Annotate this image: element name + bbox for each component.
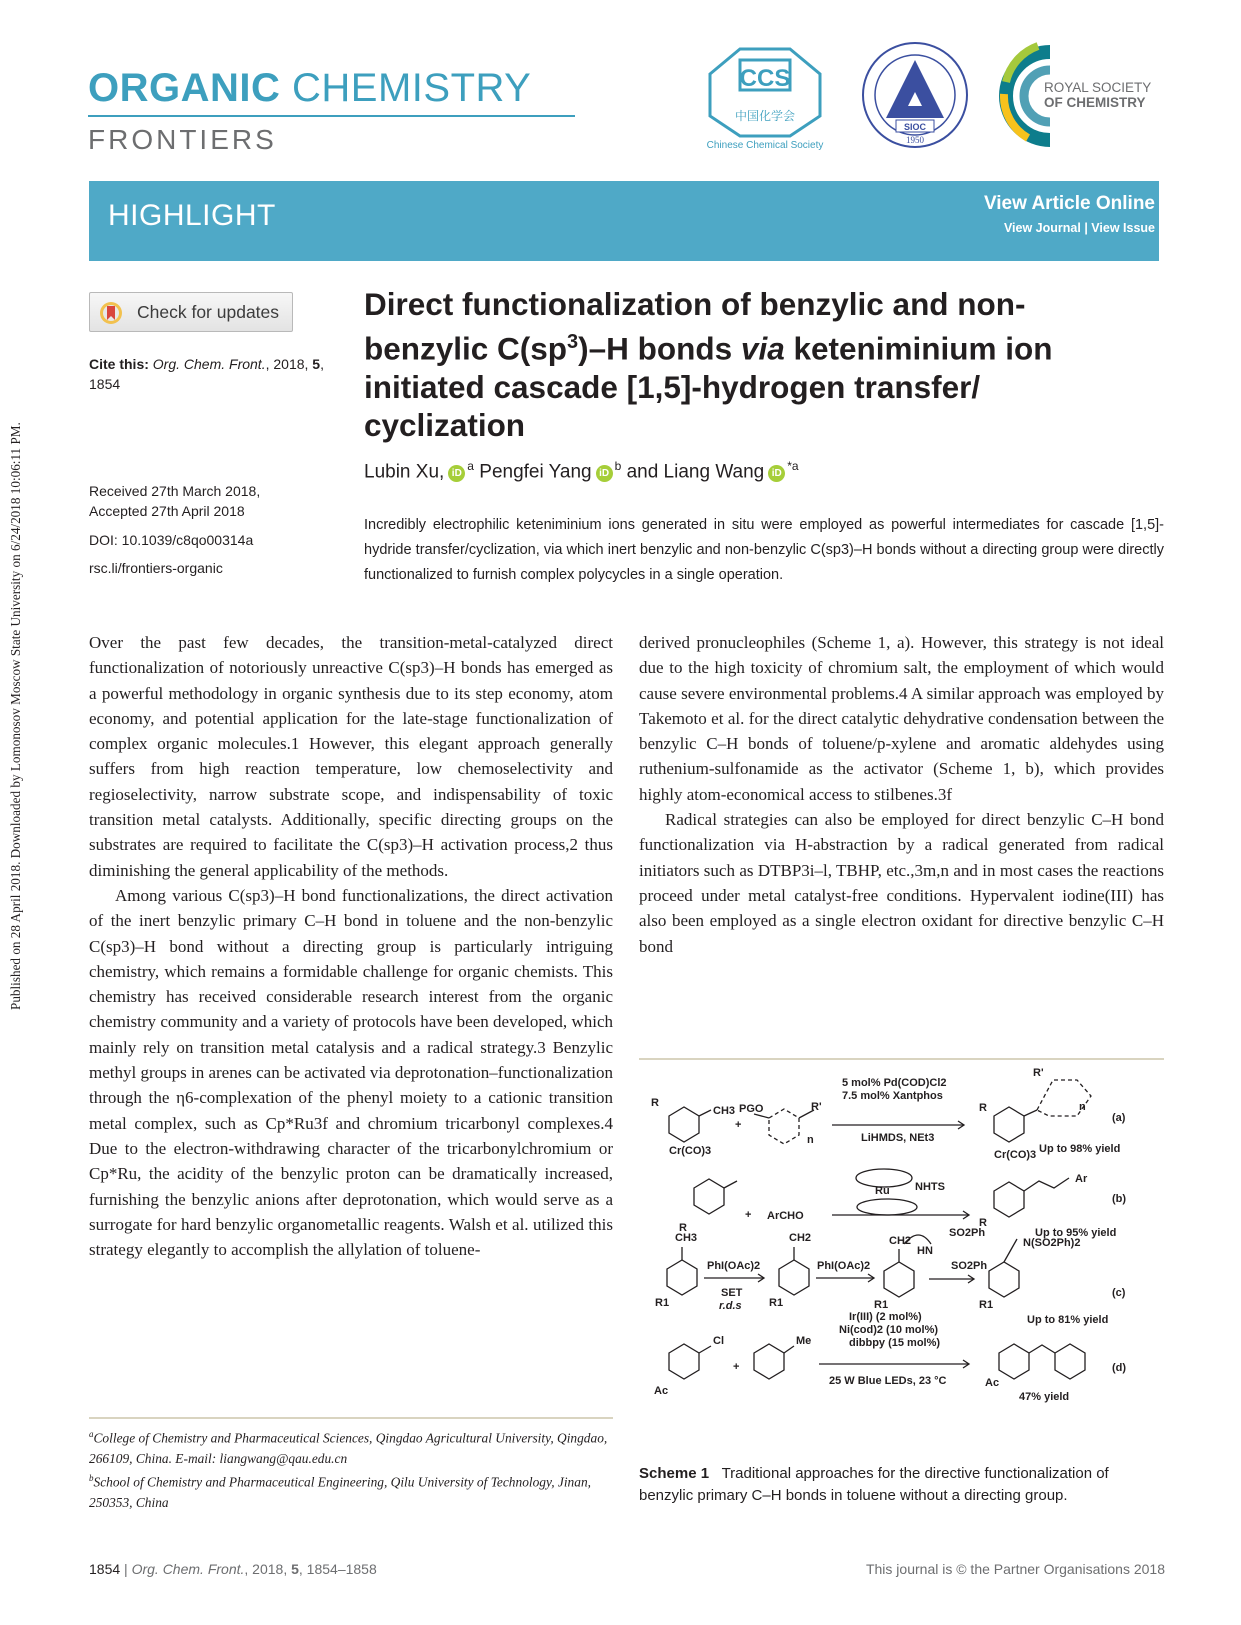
- svg-text:PGO: PGO: [739, 1103, 764, 1115]
- received-date: Received 27th March 2018,: [89, 483, 261, 499]
- svg-text:Up to 81% yield: Up to 81% yield: [1027, 1314, 1109, 1326]
- orcid-icon[interactable]: iD: [596, 465, 613, 482]
- svg-text:n: n: [807, 1134, 814, 1146]
- body-paragraph: Among various C(sp3)–H bond functionalizations, the direct activation of the inert benzylic primary C–H bond in toluene and the non-benzylic C(sp3)–H bond without a directing group is particularly intriguing chemistry, which remains a formidable challenge for organic chemists. This chemistry has received considerable research interest from the organic chemistry community and a variety of protocols have been developed, which mainly rely on transition metal catalysis and a radical strategy.3 Benzylic methyl groups in arenes can be activated via deprotonation–functionalization through the η6-complexation of the phenyl moiety to a cationic transition metal complex, such as Cp*Ru3f and chromium tricarbonyl complexes.4 Due to the electron-withdrawing character of the tricarbonylchromium or Cp*Ru, the acidity of the benzylic proton can be dramatically increased, furnishing the benzylic anions after deprotonation, which would serve as a surrogate for hard benzylic organometallic reagents. Walsh et al. utilized this strategy elegantly to accomplish the allylation of toluene-: [89, 885, 613, 1260]
- journal-rule: [88, 115, 575, 117]
- svg-text:1950: 1950: [906, 135, 924, 145]
- svg-text:PhI(OAc)2: PhI(OAc)2: [707, 1260, 761, 1272]
- svg-text:dibbpy (15 mol%): dibbpy (15 mol%): [849, 1337, 941, 1349]
- footnote-b: $^b$School of Chemistry and Pharmaceutical Engineering, Qilu University of Technology, Jinan, 250353, China: [89, 1473, 591, 1511]
- svg-text:PhI(OAc)2: PhI(OAc)2: [817, 1260, 871, 1272]
- section-label: HIGHLIGHT: [108, 199, 276, 232]
- svg-text:Up to 98% yield: Up to 98% yield: [1039, 1143, 1121, 1155]
- svg-text:(c): (c): [1112, 1287, 1126, 1299]
- ccs-caption: Chinese Chemical Society: [706, 140, 824, 151]
- rsc-logo: [998, 42, 1168, 147]
- bookmark-icon: [99, 301, 123, 325]
- svg-text:Ir(III) (2 mol%): Ir(III) (2 mol%): [849, 1311, 922, 1323]
- body-paragraph: Over the past few decades, the transition-metal-catalyzed direct functionalization of notoriously unreactive C(sp3)–H bonds has emerged as a powerful methodology in organic synthesis due to its step economy, atom economy, and potential application for the late-stage functionalization of complex organic molecules.1 However, this elegant approach generally suffers from high reaction temperature, low chemoselectivity and regioselectivity, narrow substrate scope, and indispensability of toxic transition metal catalysts. Additionally, specific directing groups on the substrates are required to facilitate the C(sp3)–H activation process,2 thus diminishing the general applicability of the methods.: [89, 633, 613, 880]
- copyright-notice: This journal is © the Partner Organisations 2018: [865, 1561, 1165, 1577]
- svg-text:(a): (a): [1112, 1112, 1126, 1124]
- footnote-a: $^a$College of Chemistry and Pharmaceutical Sciences, Qingdao Agricultural University, Qingdao, 266109, China. E-mail: liangwang@qau.edu.cn: [89, 1429, 608, 1467]
- svg-text:Ar: Ar: [1075, 1173, 1088, 1185]
- svg-text:R1: R1: [979, 1299, 994, 1311]
- svg-text:7.5 mol% Xantphos: 7.5 mol% Xantphos: [842, 1090, 943, 1102]
- svg-text:CH3: CH3: [713, 1105, 736, 1117]
- svg-text:5 mol% Pd(COD)Cl2: 5 mol% Pd(COD)Cl2: [842, 1077, 947, 1089]
- svg-text:CCS: CCS: [739, 65, 791, 92]
- svg-text:Ni(cod)2 (10 mol%): Ni(cod)2 (10 mol%): [839, 1324, 939, 1336]
- banner-links: View Journal | View Issue: [1003, 221, 1155, 235]
- doi[interactable]: DOI: 10.1039/c8qo00314a: [89, 532, 254, 548]
- svg-text:R: R: [979, 1217, 987, 1229]
- author-list: Lubin Xu, $iD^a$ Pengfei Yang $iD^b$ and Liang Wang $iD^{*a}$: [364, 459, 799, 483]
- orcid-icon[interactable]: iD: [448, 465, 465, 482]
- svg-text:ArCHO: ArCHO: [767, 1210, 804, 1222]
- svg-text:Cl: Cl: [713, 1335, 724, 1347]
- view-issue-link[interactable]: View Issue: [1091, 221, 1155, 235]
- svg-text:Me: Me: [796, 1335, 812, 1347]
- body-column-left: [89, 630, 613, 1262]
- scheme-caption: Scheme 1 Traditional approaches for the directive functionalization of benzylic primary C–H bonds in toluene without a directing group.: [639, 1465, 1109, 1504]
- svg-text:R': R': [811, 1101, 822, 1113]
- svg-text:Cr(CO)3: Cr(CO)3: [669, 1145, 712, 1157]
- body-paragraph: derived pronucleophiles (Scheme 1, a). However, this strategy is not ideal due to the high toxicity of chromium salt, the employment of which would cause severe environmental problems.4 A similar approach was employed by Takemoto et al. for the direct catalytic dehydrative condensation between the benzylic C–H bonds of toluene/p-xylene and aromatic aldehydes using ruthenium-sulfonamide as the activator (Scheme 1, b), which provides highly atom-economical access to stilbenes.3f: [639, 633, 1164, 804]
- svg-text:SO2Ph: SO2Ph: [951, 1260, 988, 1272]
- svg-text:Cr(CO)3: Cr(CO)3: [994, 1149, 1037, 1161]
- svg-text:CH3: CH3: [675, 1232, 698, 1244]
- orcid-icon[interactable]: iD: [768, 465, 785, 482]
- svg-text:SET: SET: [721, 1287, 743, 1299]
- svg-text:Ru: Ru: [875, 1185, 890, 1197]
- svg-text:R1: R1: [769, 1297, 784, 1309]
- body-paragraph: Radical strategies can also be employed for direct benzylic C–H bond functionalization via H-abstraction by a radical generated from radical initiators such as DTBP3i–l, TBHP, etc.,3m,n and in most cases the reactions proceed under metal catalyst-free conditions. Hypervalent iodine(III) has also been employed as a single electron oxidant for directive benzylic C–H bond: [639, 810, 1164, 956]
- svg-text:n: n: [1079, 1101, 1086, 1113]
- svg-text:CH2: CH2: [889, 1235, 912, 1247]
- abstract: Incredibly electrophilic keteniminium ions generated in situ were employed as powerful intermediates for cascade [1,5]-hydride transfer/cyclization, via which inert benzylic and non-benzylic C(sp3)–H bonds without a directing group were directly functionalized to furnish complex polycycles in a single operation.: [364, 517, 1164, 583]
- svg-text:Ac: Ac: [654, 1385, 669, 1397]
- accepted-date: Accepted 27th April 2018: [89, 503, 245, 519]
- svg-text:中国化学会: 中国化学会: [734, 109, 796, 123]
- svg-text:R: R: [679, 1222, 687, 1234]
- page-footer-left: 1854 | Org. Chem. Front., 2018, 5, 1854–1858: [89, 1561, 377, 1577]
- view-article-online-link[interactable]: View Article Online: [983, 193, 1155, 214]
- svg-text:47% yield: 47% yield: [1019, 1391, 1070, 1403]
- svg-text:Ac: Ac: [985, 1377, 1000, 1389]
- view-journal-link[interactable]: View Journal: [1003, 221, 1081, 235]
- svg-text:N(SO2Ph)2: N(SO2Ph)2: [1023, 1237, 1081, 1249]
- svg-text:+: +: [735, 1119, 742, 1131]
- journal-name: ORGANIC CHEMISTRY: [88, 66, 532, 110]
- journal-subtitle: FRONTIERS: [88, 124, 277, 155]
- svg-text:+: +: [745, 1209, 752, 1221]
- journal-link[interactable]: rsc.li/frontiers-organic: [89, 560, 223, 576]
- svg-text:R1: R1: [655, 1297, 670, 1309]
- svg-text:R1: R1: [874, 1299, 889, 1311]
- scheme-rule: [639, 1058, 1164, 1060]
- download-stamp: Published on 28 April 2018. Downloaded by Lomonosov Moscow State University on 6/24/2018 10:06:11 PM.: [8, 422, 23, 1010]
- svg-text:OF CHEMISTRY: OF CHEMISTRY: [1044, 95, 1146, 110]
- sioc-logo: [860, 40, 970, 150]
- svg-text:r.d.s: r.d.s: [719, 1300, 742, 1312]
- svg-text:CH2: CH2: [789, 1232, 812, 1244]
- scheme-1-figure: [639, 1066, 1164, 1456]
- check-for-updates-button[interactable]: Check for updates: [89, 292, 293, 332]
- svg-text:R: R: [651, 1097, 659, 1109]
- svg-text:(d): (d): [1112, 1362, 1127, 1374]
- cite-this: Cite this: Org. Chem. Front., 2018, 5, 1854: [89, 356, 324, 392]
- svg-text:SO2Ph: SO2Ph: [949, 1227, 986, 1239]
- ccs-logo: [700, 44, 830, 154]
- svg-text:Up to 95% yield: Up to 95% yield: [1035, 1227, 1117, 1239]
- svg-text:NHTS: NHTS: [915, 1181, 945, 1193]
- article-title: Direct functionalization of benzylic and non- benzylic $C(sp^3)-H$ bonds via keteniminium ion initiated cascade [1,5]-hydrogen transfer/ cyclization: [364, 286, 1053, 443]
- footnote-rule: [89, 1417, 613, 1419]
- svg-text:(b): (b): [1112, 1193, 1127, 1205]
- svg-text:R: R: [979, 1102, 987, 1114]
- svg-text:25 W Blue LEDs, 23 °C: 25 W Blue LEDs, 23 °C: [829, 1375, 947, 1387]
- svg-text:ROYAL SOCIETY: ROYAL SOCIETY: [1044, 80, 1152, 95]
- body-column-right: [639, 630, 1164, 959]
- svg-text:SIOC: SIOC: [903, 122, 927, 132]
- svg-text:+: +: [733, 1361, 740, 1373]
- svg-text:R': R': [1033, 1067, 1044, 1079]
- svg-text:HN: HN: [917, 1245, 933, 1257]
- svg-text:LiHMDS, NEt3: LiHMDS, NEt3: [861, 1132, 935, 1144]
